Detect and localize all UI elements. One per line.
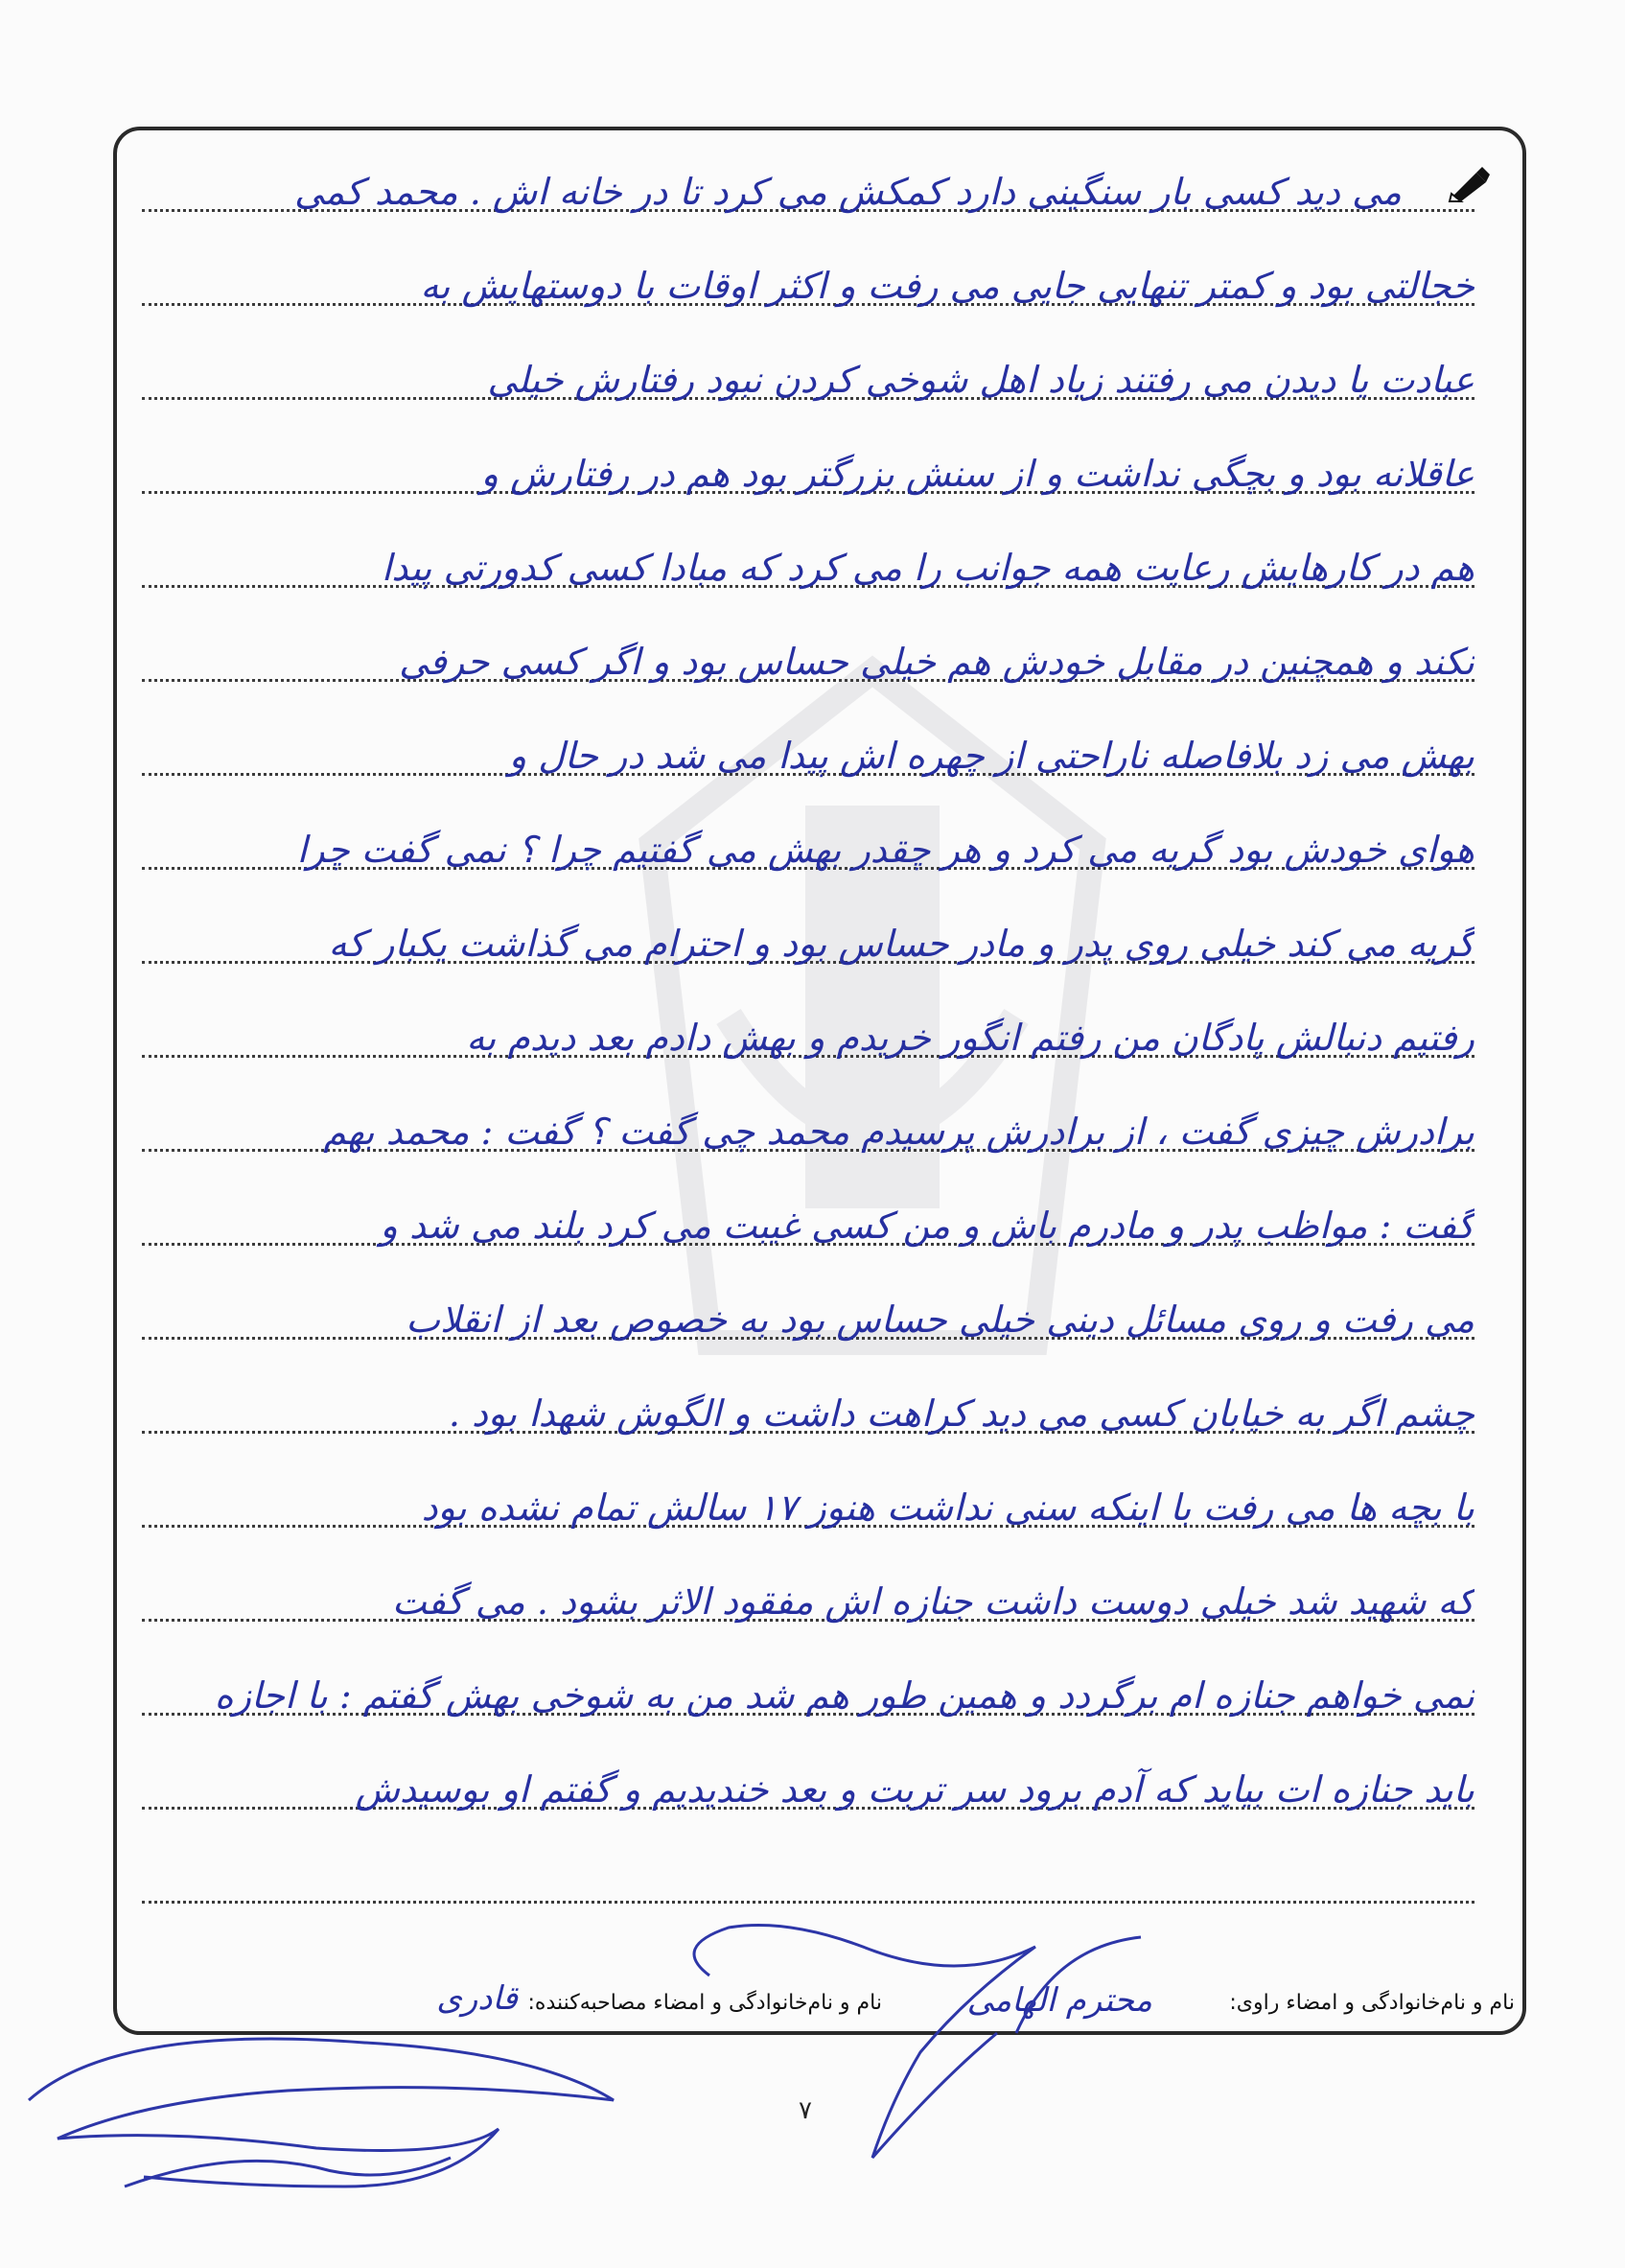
text-line: گفت : مواظب پدر و مادرم باش و من کسی غیبت می کرد بلند می شد و <box>380 1204 1474 1247</box>
text-line: هوای خودش بود گریه می کرد و هر چقدر بهش می گفتیم چرا ؟ نمی گفت چرا <box>296 829 1474 871</box>
text-line: می رفت و روی مسائل دینی خیلی حساس بود به خصوص بعد از انقلاب <box>406 1298 1474 1341</box>
interviewer-label: نام و نام‌خانوادگی و امضاء مصاحبه‌کننده: <box>527 1991 882 2015</box>
interviewer-name: قادری <box>436 1979 518 2018</box>
text-line: با بچه ها می رفت با اینکه سنی نداشت هنوز ۱۷ سالش تمام نشده بود <box>421 1486 1474 1529</box>
narrator-label: نام و نام‌خانوادگی و امضاء راوی: <box>1229 1991 1515 2015</box>
text-line: چشم اگر به خیابان کسی می دید کراهت داشت و الگوش شهدا بود . <box>448 1392 1474 1435</box>
narrator-name: محترم الهامی <box>966 1981 1152 2020</box>
text-line: باید جنازه ات بیاید که آدم برود سر تربت و بعد خندیدیم و گفتم او بوسیدش <box>355 1768 1474 1811</box>
text-line: گریه می کند خیلی روی پدر و مادر حساس بود و احترام می گذاشت یکبار که <box>328 923 1474 965</box>
text-line: برادرش چیزی گفت ، از برادرش پرسیدم محمد چی گفت ؟ گفت : محمد بهم <box>323 1111 1474 1153</box>
handwritten-body <box>142 134 1474 2004</box>
signature-scribble <box>0 1908 1625 2268</box>
text-line: می دید کسی بار سنگینی دارد کمکش می کرد تا در خانه اش . محمد کمی <box>294 171 1402 213</box>
ruled-line <box>142 1901 1474 1904</box>
text-line: عاقلانه بود و بچگی نداشت و از سنش بزرگتر بود هم در رفتارش و <box>480 453 1474 495</box>
text-line: عبادت یا دیدن می رفتند زیاد اهل شوخی کردن نبود رفتارش خیلی <box>487 359 1474 401</box>
text-line: رفتیم دنبالش پادگان من رفتم انگور خریدم و بهش دادم بعد دیدم به <box>466 1017 1474 1059</box>
text-line: خجالتی بود و کمتر تنهایی جایی می رفت و اکثر اوقات با دوستهایش به <box>420 265 1474 307</box>
text-line: هم در کارهایش رعایت همه جوانب را می کرد که مبادا کسی کدورتی پیدا <box>381 547 1474 589</box>
text-line: که شهید شد خیلی دوست داشت جنازه اش مفقود الاثر بشود . می گفت <box>392 1580 1474 1623</box>
text-line: بهش می زد بلافاصله ناراحتی از چهره اش پیدا می شد در حال و <box>508 735 1474 777</box>
text-line: نکند و همچنین در مقابل خودش هم خیلی حساس بود و اگر کسی حرفی <box>399 641 1474 683</box>
text-line: نمی خواهم جنازه ام برگردد و همین طور هم شد من به شوخی بهش گفتم : با اجازه <box>214 1674 1474 1717</box>
page-number: ۷ <box>799 2096 812 2125</box>
